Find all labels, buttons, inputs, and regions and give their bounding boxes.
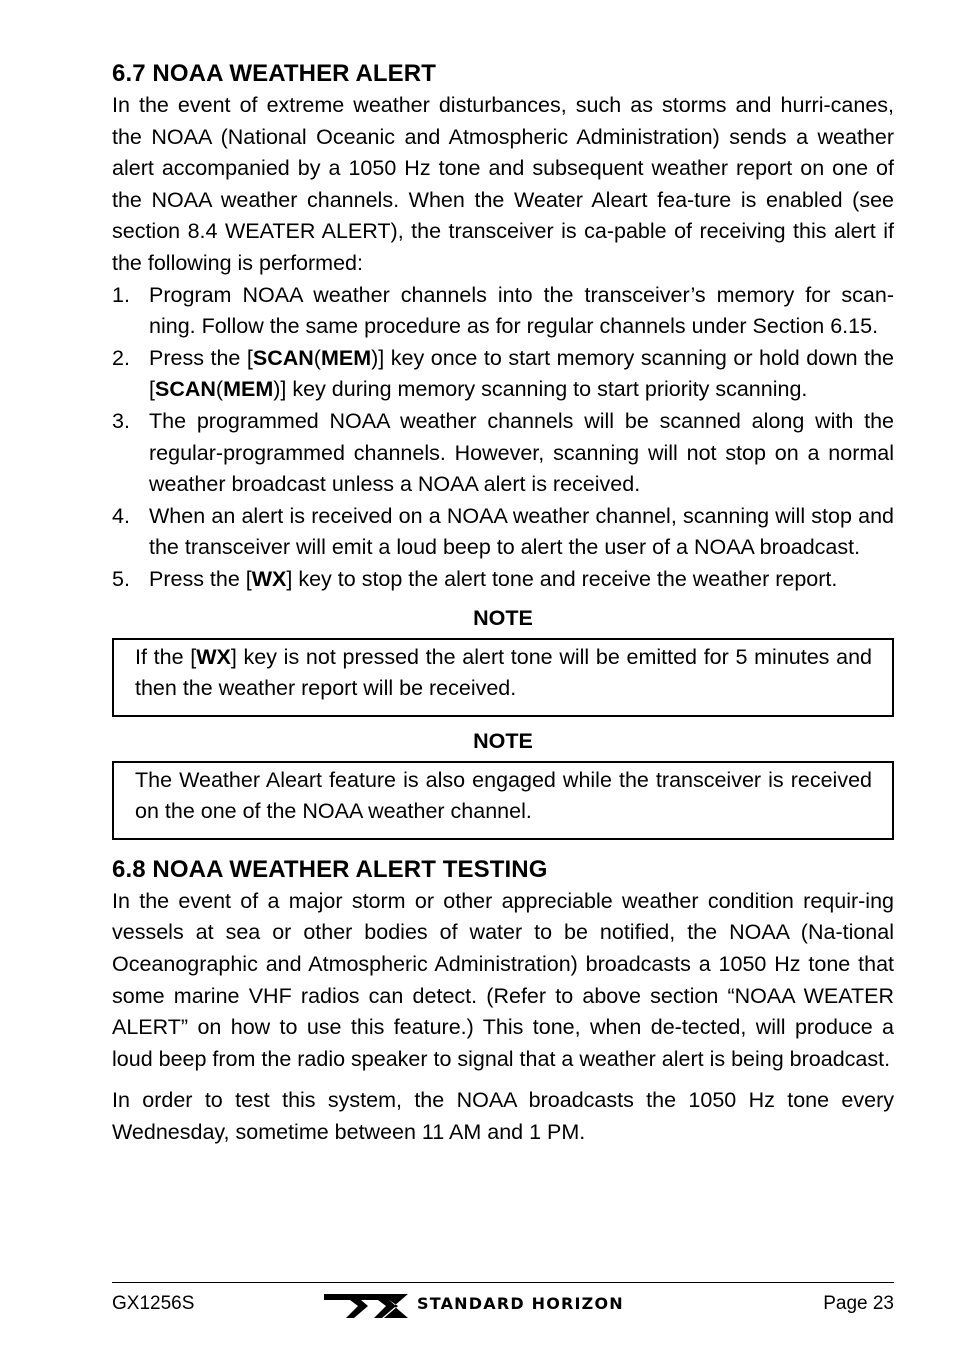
key-label-wx: WX	[196, 644, 231, 669]
list-item	[112, 406, 894, 501]
section-6-7-intro: In the event of extreme weather disturbances, such as storms and hurri-canes, the NOAA (National Oceanic and Atmospheric Administration) sends a weather alert accompanied by a 1050 Hz tone and subsequent weather report on one of the NOAA weather channels. When the Weater Aleart fea-ture is enabled (see section 8.4 WEATER ALERT), the transceiver is ca-pable of receiving this alert if the following is performed:	[112, 93, 894, 275]
step-text: Program NOAA weather channels into the transceiver’s memory for scan-ning. Follow the same procedure as for regular channels under Section 6.15.	[149, 282, 894, 339]
note-text-post: ] key is not pressed the alert tone will be emitted for 5 minutes and then the weather report will be received.	[135, 644, 872, 701]
step-text: The programmed NOAA weather channels will be scanned along with the regular-programmed channels. However, scanning will not stop on a normal weather broadcast unless a NOAA alert is received.	[149, 408, 894, 497]
note-title: NOTE	[473, 728, 533, 753]
note-text: The Weather Aleart feature is also engaged while the transceiver is received on the one of the NOAA weather channel.	[135, 767, 872, 824]
step-text-mid: )] key once to start memory scanning or hold down the [	[149, 345, 895, 402]
brand-logo	[324, 1293, 684, 1319]
key-label-mem: MEM	[223, 377, 274, 402]
list-item	[112, 501, 894, 564]
list-item	[112, 564, 894, 596]
step-text: When an alert is received on a NOAA weather channel, scanning will stop and the transceiver will emit a loud beep to alert the user of a NOAA broadcast.	[149, 503, 894, 560]
model-number: GX1256S	[112, 1293, 195, 1314]
section-6-8-para-2: In order to test this system, the NOAA broadcasts the 1050 Hz tone every Wednesday, sometime between 11 AM and 1 PM.	[112, 1088, 894, 1145]
step-number: 5.	[112, 566, 130, 591]
key-label-scan: SCAN	[154, 377, 216, 402]
brand-name: STANDARD HORIZON	[417, 1294, 624, 1313]
step-number: 2.	[112, 345, 130, 370]
page-number: Page 23	[823, 1293, 894, 1314]
note-box	[112, 638, 894, 717]
step-text-post: ] key to stop the alert tone and receive the weather report.	[286, 566, 838, 591]
note-box	[112, 761, 894, 840]
step-text-pre: Press the [	[149, 345, 253, 370]
page-footer	[112, 1282, 894, 1323]
wave-logo-icon	[324, 1293, 414, 1319]
key-label-wx: WX	[251, 566, 287, 591]
step-text-post: )] key during memory scanning to start priority scanning.	[273, 377, 808, 402]
step-number: 1.	[112, 282, 130, 307]
page-content	[112, 58, 894, 1149]
paren: (	[313, 345, 321, 370]
key-label-mem: MEM	[320, 345, 372, 370]
section-6-8-heading: 6.8 NOAA WEATHER ALERT TESTING	[112, 855, 548, 883]
section-6-8-para-1: In the event of a major storm or other appreciable weather condition requir-ing vessels at sea or other bodies of water to be notified, the NOAA (Na-tional Oceanographic and Atmospheric Administration) broadcasts a 1050 Hz tone that some marine VHF radios can detect. (Refer to above section “NOAA WEATER ALERT” on how to use this feature.) This tone, when de-tected, will produce a loud beep from the radio speaker to signal that a weather alert is being broadcast.	[112, 888, 894, 1071]
steps-list	[112, 280, 894, 596]
section-6-7-heading: 6.7 NOAA WEATHER ALERT	[112, 60, 436, 87]
list-item	[112, 343, 894, 406]
key-label-scan: SCAN	[252, 345, 314, 370]
step-number: 4.	[112, 503, 130, 528]
list-item	[112, 280, 894, 343]
step-number: 3.	[112, 408, 130, 433]
step-text-pre: Press the [	[149, 566, 252, 591]
note-text-pre: If the [	[135, 644, 197, 669]
paren: (	[215, 377, 224, 402]
note-title: NOTE	[473, 605, 533, 630]
